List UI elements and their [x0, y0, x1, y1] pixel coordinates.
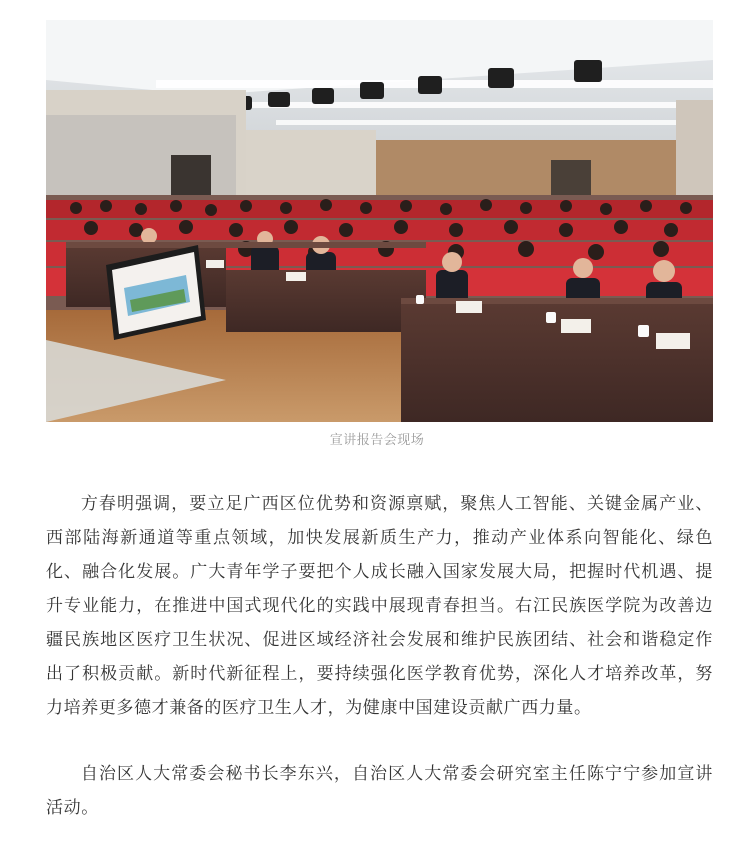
lecture-hall-photo [46, 20, 713, 422]
body-paragraph: 自治区人大常委会秘书长李东兴，自治区人大常委会研究室主任陈宁宁参加宣讲活动。 [46, 764, 713, 818]
event-photo [46, 20, 713, 422]
photo-caption: 宣讲报告会现场 [329, 433, 425, 448]
body-paragraph: 方春明强调，要立足广西区位优势和资源禀赋，聚焦人工智能、关键金属产业、西部陆海新通道等重点领域，加快发展新质生产力，推动产业体系向智能化、绿色化、融合化发展。广大青年学子要把个人成长融入国家发展大局，把握时代机遇、提升专业能力，在推进中国式现代化的实践中展现青春担当。右江民族医学院为改善边疆民族地区医疗卫生状况、促进区域经济社会发展和维护民族团结、社会和谐稳定作出了积极贡献。新时代新征程上，要持续强化医学教育优势，深化人才培养改革，努力培养更多德才兼备的医疗卫生人才，为健康中国建设贡献广西力量。 [46, 494, 713, 718]
